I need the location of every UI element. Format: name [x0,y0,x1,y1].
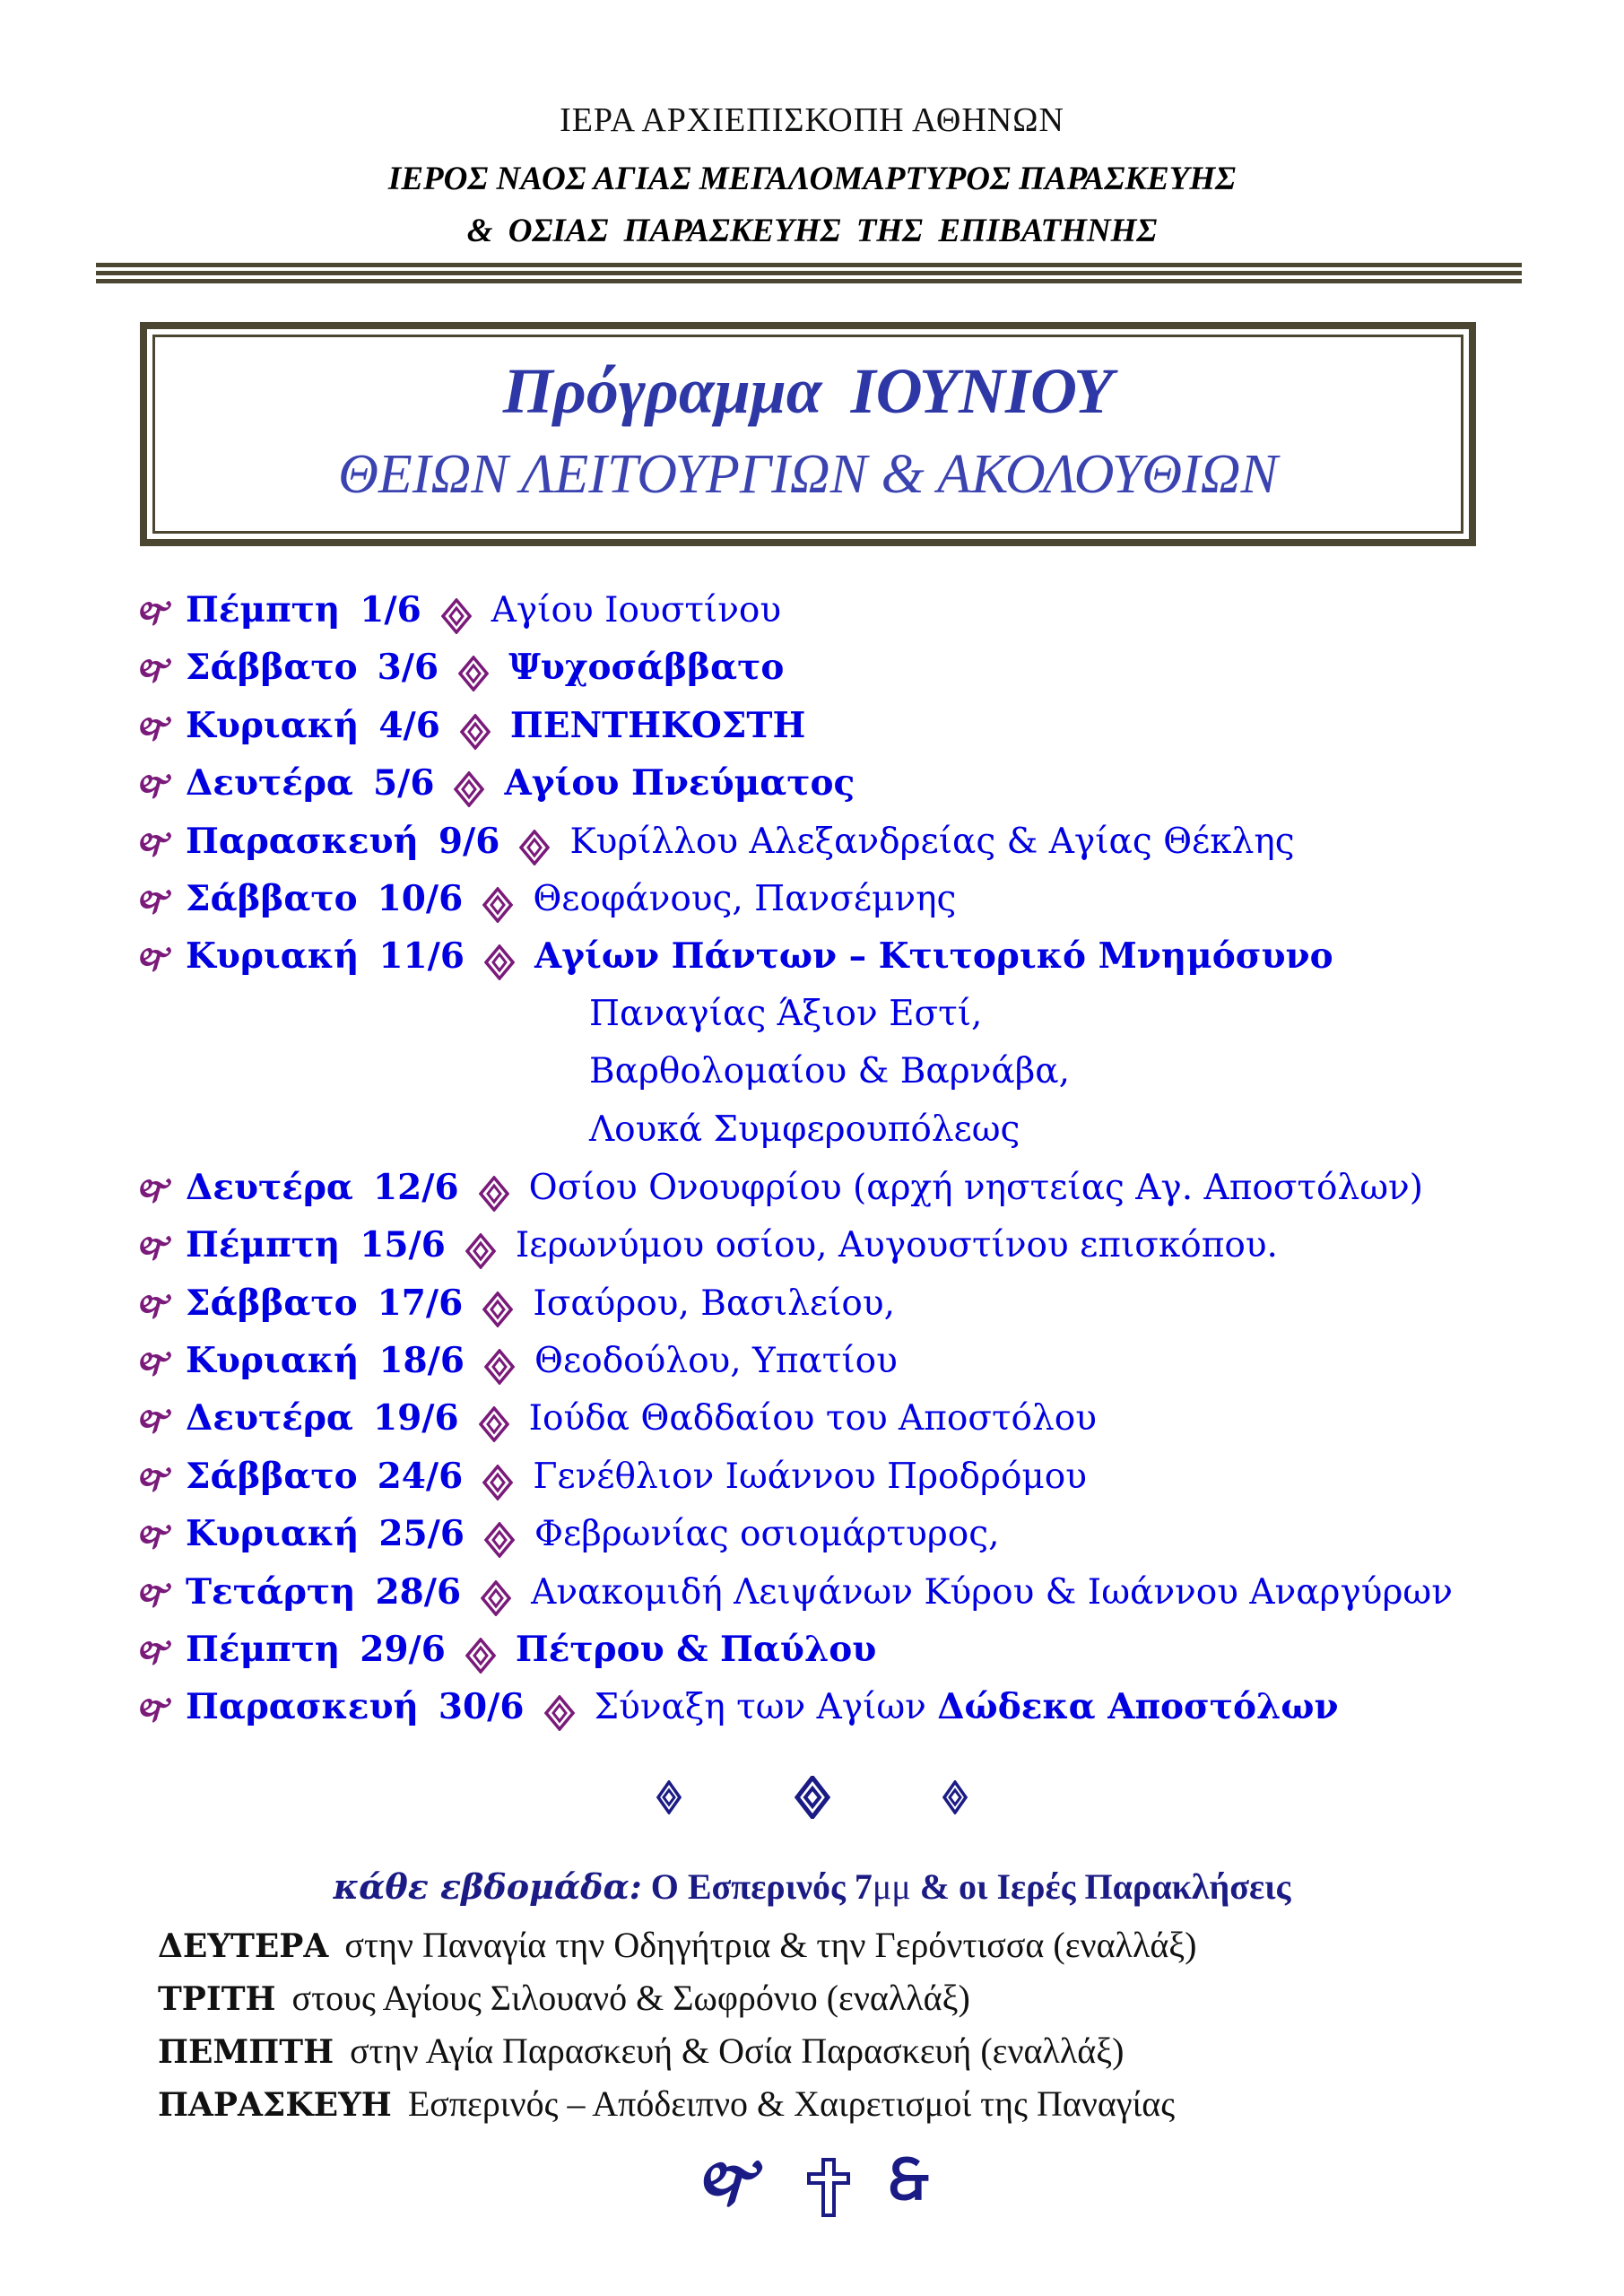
date: 29/6 [360,1629,446,1671]
day-name: Κυριακή [186,704,360,746]
divider-rule [96,263,1522,267]
schedule-row [135,1332,1453,1389]
diamond-icon [481,1577,511,1613]
date: 24/6 [377,1455,464,1497]
date: 28/6 [375,1570,462,1613]
date: 12/6 [372,1166,459,1208]
fleuron-icon: 🙰 [135,1691,175,1727]
fleuron-icon: 🙰 [135,1344,175,1381]
church-name: ΙΕΡΟΣ ΝΑΟΣ ΑΓΙΑΣ ΜΕΓΑΛΟΜΑΡΤΥΡΟΣ ΠΑΡΑΣΚΕΥΗΣ [387,161,1237,197]
schedule-row [135,927,1453,985]
feast-description: Φεβρωνίας οσιομάρτυρος, [534,1514,1000,1555]
archdiocese-title: ΙΕΡΑ ΑΡΧΙΕΠΙΣΚΟΠΗ ΑΘΗΝΩΝ [560,101,1064,139]
feast-description: Γενέθλιον Ιωάννου Προδρόμου [533,1456,1087,1497]
weekly-item [158,2083,1175,2125]
feast-description: Ιερωνύμου οσίου, Αυγουστίνου επισκόπου. [515,1225,1278,1266]
divider-rule [96,271,1522,275]
schedule-row [135,1621,1453,1678]
day-name: Πέμπτη [186,589,341,631]
fleuron-icon: 🙰 [135,1229,175,1265]
diamond-icon [482,1288,513,1324]
feast-description: ΠΕΝΤΗΚΟΣΤΗ [509,704,806,746]
diamond-icon [484,941,515,977]
weekly-label: κάθε εβδομάδα: [333,1866,642,1907]
diamond-icon [441,595,472,631]
day-name: Παρασκευή [186,820,419,862]
fleuron-icon: 🙰 [135,824,175,861]
fleuron-icon: 🙰 [135,1575,175,1612]
date: 9/6 [438,820,500,862]
time-unit: μμ [872,1866,911,1907]
weekly-text: στους Αγίους Σιλουανό & Σωφρόνιο (εναλλάξ) [291,1978,970,2018]
diamond-icon [465,1634,496,1670]
date: 17/6 [377,1282,464,1324]
schedule-row [135,639,1453,696]
day-name: Δευτέρα [186,1166,353,1208]
weekly-heading [0,1866,1624,1908]
schedule-row [135,1159,1453,1216]
date: 5/6 [372,762,435,804]
date: 19/6 [372,1397,459,1439]
ornament-divider [0,1776,1624,1819]
schedule-row [135,754,1453,812]
schedule-row [135,1678,1453,1735]
feast-description: Ψυχοσάββατο [508,647,785,689]
fleuron-icon: 🙰 [135,1633,175,1670]
weekly-item [158,1924,1196,1966]
weekly-day: ΠΑΡΑΣΚΕΥΗ [158,2086,392,2124]
day-name: Δευτέρα [186,1397,353,1439]
diamond-icon [465,1230,496,1265]
feast-description: Ισαύρου, Βασιλείου, [533,1283,896,1324]
fleuron-icon: 🙰 [135,594,175,630]
fleuron-left-icon: 🙰 [695,2147,769,2213]
fleuron-icon: 🙰 [135,940,175,977]
schedule-list [135,581,1453,1736]
day-name: Τετάρτη [186,1570,356,1613]
weekly-text: Εσπερινός – Απόδειπνο & Χαιρετισμοί της Παναγίας [407,2083,1176,2124]
feast-description: Σύναξη των Αγίων [594,1687,938,1728]
page-title: Πρόγραμμα ΙΟΥΝΙΟΥ [502,355,1114,427]
diamond-icon [656,1780,682,1814]
schedule-row-continuation: Παναγίας Άξιον Εστί, [589,993,983,1034]
day-name: Κυριακή [186,1340,360,1382]
date: 25/6 [378,1513,465,1555]
weekly-text: στην Αγία Παρασκευή & Οσία Παρασκευή (εναλλάξ) [350,2031,1125,2071]
fleuron-icon: 🙰 [135,767,175,804]
weekly-day: ΔΕΥΤΕΡΑ [158,1927,329,1965]
weekly-item [158,1977,970,2019]
diamond-icon [454,768,484,804]
feast-description: Δώδεκα Αποστόλων [937,1686,1339,1728]
page-subtitle: ΘΕΙΩΝ ΛΕΙΤΟΥΡΓΙΩΝ & ΑΚΟΛΟΥΘΙΩΝ [338,444,1278,505]
feast-description: Θεοδούλου, Υπατίου [534,1341,898,1382]
day-name: Πέμπτη [186,1629,341,1671]
date: 18/6 [378,1340,465,1382]
fleuron-icon: 🙰 [135,709,175,745]
schedule-row [135,1216,1453,1274]
day-name: Παρασκευή [186,1686,419,1728]
diamond-icon [460,710,491,746]
diamond-icon [479,1403,509,1439]
diamond-icon [519,826,550,862]
diamond-icon [484,1345,515,1381]
schedule-row [135,813,1453,870]
feast-description: Κυρίλλου Αλεξανδρείας & Αγίας Θέκλης [569,821,1295,862]
weekly-day: ΤΡΙΤΗ [158,1980,276,2018]
schedule-row-continuation: Λουκά Συμφερουπόλεως [589,1109,1020,1150]
day-name: Δευτέρα [186,762,353,804]
feast-description: Αγίου Ιουστίνου [491,590,782,631]
date: 15/6 [360,1224,446,1266]
schedule-row [135,1274,1453,1332]
weekly-text: στην Παναγία την Οδηγήτρια & την Γερόντισσα (εναλλάξ) [344,1925,1197,1965]
weekly-item [158,2030,1124,2072]
fleuron-icon: 🙰 [135,1402,175,1439]
fleuron-icon: 🙰 [135,1286,175,1323]
day-name: Σάββατο [186,647,358,689]
day-name: Σάββατο [186,1455,358,1497]
fleuron-icon: 🙰 [135,1459,175,1496]
feast-description: Ανακομιδή Λειψάνων Κύρου & Ιωάννου Αναργύρων [531,1571,1453,1613]
day-name: Πέμπτη [186,1224,341,1266]
diamond-icon [942,1780,968,1814]
schedule-row [135,697,1453,754]
date: 4/6 [378,704,440,746]
date: 30/6 [438,1686,525,1728]
diamond-icon [458,652,489,688]
schedule-row [135,1389,1453,1447]
vespers-time: Ο Εσπερινός 7 [641,1866,873,1907]
divider-rule [96,279,1522,283]
diamond-icon [482,1461,513,1497]
diamond-icon [795,1776,830,1819]
feast-description: Αγίου Πνεύματος [504,762,855,804]
feast-description: Ιούδα Θαδδαίου του Αποστόλου [528,1398,1097,1439]
church-name-second: & ΟΣΙΑΣ ΠΑΡΑΣΚΕΥΗΣ ΤΗΣ ΕΠΙΒΑΤΗΝΗΣ [466,213,1158,249]
date: 10/6 [377,877,464,919]
schedule-row [135,1448,1453,1505]
schedule-row-continuation: Βαρθολομαίου & Βαρνάβα, [589,1051,1071,1092]
date: 1/6 [360,589,421,631]
day-name: Σάββατο [186,1282,358,1324]
day-name: Κυριακή [186,1513,360,1555]
schedule-row [135,1563,1453,1621]
fleuron-icon: 🙰 [135,1518,175,1554]
fleuron-icon: 🙰 [135,1170,175,1207]
fleuron-icon: 🙰 [135,882,175,918]
diamond-icon [544,1692,575,1727]
diamond-icon [479,1172,509,1208]
cross-icon [806,2158,851,2217]
feast-description: Αγίων Πάντων – Κτιτορικό Μνημόσυνο [534,935,1333,978]
date: 3/6 [377,647,439,689]
schedule-row [135,581,1453,639]
feast-description: Θεοφάνους, Πανσέμνης [533,878,957,919]
fleuron-right-icon: 🙲 [888,2147,929,2213]
diamond-icon [484,1518,515,1554]
supplications: & οι Ιερές Παρακλήσεις [910,1866,1291,1907]
weekly-day: ΠΕΜΠΤΗ [158,2033,334,2071]
footer-ornament [0,2139,1624,2236]
feast-description: Οσίου Ονουφρίου (αρχή νηστείας Αγ. Αποστόλων) [528,1167,1423,1208]
feast-description: Πέτρου & Παύλου [515,1629,877,1671]
schedule-row [135,870,1453,927]
schedule-row [135,1505,1453,1562]
day-name: Σάββατο [186,877,358,919]
day-name: Κυριακή [186,935,360,978]
fleuron-icon: 🙰 [135,651,175,688]
date: 11/6 [378,935,465,978]
diamond-icon [482,883,513,919]
